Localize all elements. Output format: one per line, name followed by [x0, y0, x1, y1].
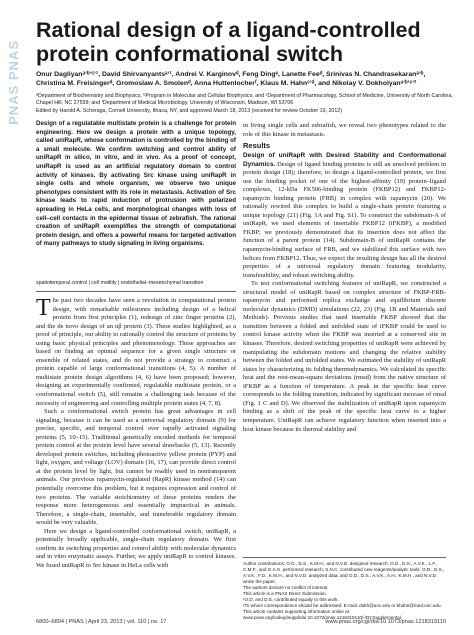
results-paragraph-2: To test conformational switching features of uniRapR, we constructed a structural model of uniRapR based on complex structure of FKBP-FRB-rapamycin and performed replica exchange and equilibrium discrete molecular dynamics (DMD) simulations (22, 23) (Fig. 1B and Materials and Methods). Previous studies that used insertable FKBP showed that the transition between a folded and unfolded state of iFKBP could be used to control kinase activity when the FKBP was inserted at a conserved site in kinases. Therefore, desired switching properties of uniRapR were achieved by manipulating the subdomain motions and changing the relative stability between the folded and unfolded states. We estimated the stability of uniRapR states by characterizing its folding thermodynamics. We calculated its specific heat and the root-mean-square deviations (rmsd) from the native structure of iFKBP as a function of temperature. A peak in the specific heat curve corresponds to the folding transition, indicated by significant increase of rmsd (Fig. 1 C and D). We observed the stabilization of uniRapR upon rapamycin binding as a shift of the peak of the specific heat curve to a higher temperature. UniRapR can achieve regulatory function when inserted into a host kinase because its thermal stability and: [243, 280, 446, 433]
intro-paragraph-3: Here we design a ligand-controlled conformational switch, uniRapR, a potentially broadly applicable, single-chain regulatory domain. We first confirm its switching properties and control ability with molecular dynamics and in vitro enzymatic assays. Further, we apply uniRapR to control kinases. We fused uniRapR to Src kinase in HeLa cells with: [36, 527, 236, 569]
introduction-text: [36, 297, 236, 571]
footnote-divider: [243, 557, 446, 558]
footnotes: [243, 561, 446, 621]
page-footer-citation: 6800–6804 | PNAS | April 23, 2013 | vol. 110 | no. 17: [36, 619, 167, 625]
footnote-submission: This article is a PNAS Direct Submission.: [243, 591, 327, 597]
journal-side-mark: PNAS PNAS: [6, 40, 21, 125]
results-text: [243, 152, 446, 434]
results-paragraph-1: Design of uniRapR with Desired Stability and Conformational Dynamics. Design of ligand binding proteins is still an unsolved problem in protein design (18); therefore, to design a ligand-controlled protein, we first use the binding pocket of one of the highest-affinity (19) protein–ligand complexes, 12-kDa FK506-binding protein (FKBP12) and FKBP12-rapamycin binding protein (FRB) in complex with rapamycin (20). We rationally rewired this complex to build a single-chain protein featuring a unique topology (21) (Fig. 1A and Fig. S1). To construct the subdomain-A of uniRapR, we used elements of insertable FKBP12 (iFKBP), a modified FKBP; we previously demonstrated that its insertion does not affect the function of a parent protein (14). Subdomain-B of uniRapR contains the rapamycin-binding surface of FRB, and we stabilized this surface with two helices from FKBP12. Thus, we expect the resulting design has all the desired properties of a universal regulatory domain featuring modularity, transferability, and robust switching ability.: [243, 152, 446, 279]
keywords-divider: [36, 291, 236, 292]
drop-cap: T: [36, 295, 51, 321]
results-heading: Results: [243, 141, 271, 150]
results-subheading: Design of uniRapR with Desired Stability and Conformational Dynamics.: [243, 152, 446, 168]
keywords: spatiotemporal control | cell motility | endothelial–mesenchymal transition: [36, 280, 204, 286]
footnote-correspondence: ²To whom correspondence should be addressed. E-mail: dokh@unc.edu or khahn@med.unc.edu.: [243, 603, 442, 609]
affiliations: ᵃDepartment of Biochemistry and Biophysics, ᵇProgram in Molecular and Cellular Biophysics, and ᶜDepartment of Pharmacology, School of Medicine, University of North Carolina, Chapel Hill, NC 27599; and ᶠDepartment of Medical Microbiology, University of Wisconsin, Madison, WI 53706: [36, 93, 453, 106]
edited-by-line: Edited by Harold A. Scheraga, Cornell University, Ithaca, NY, and approved March 18, 2013 (received for review October 19, 2012): [36, 108, 343, 114]
paper-title: Rational design of a ligand-controlled protein conformational switch: [36, 18, 421, 66]
right-column-continuation: in living single cells and zebrafish, we reveal two phenotypes related to the role of this kinase in metastasis.: [243, 122, 446, 138]
intro-paragraph-2: Such a conformational switch protein has great advantages in cell signaling, because it can be used as a universal regulatory domain (9) for precise, specific, and temporal control over rapidly activated signaling proteins (5, 10–15). Traditional genetically encoded methods for temporal protein control at the protein level have several drawbacks (5, 13). Recently developed protein switches, including photoactive yellow protein (PYP) and light, oxygen, and voltage (LOV) domain (16, 17), can provide direct control at the protein level by light, but cannot be readily used in nontransparent animals. Our previous rapamycin-regulated (RapR) kinase method (14) can potentially overcome this problem, but it requires expression and control of two proteins. The variable stoichiometry of these proteins renders the response more heterogeneous and essentially impractical in animals. Therefore, a single-chain, insertable, and transferable regulatory domain would be very valuable.: [36, 408, 236, 527]
author-list: Onur Dagliyanᵃʼᵇʼᶜʼ¹, David Shirvanyantsᵃʼ¹, Andrei V. Karginovᵈ, Feng Dingᵉ, Lanette Feeᵈ, Srinivas N. Chandrasekaranᵃʼᵇ, Christina M. Freisingerᵈ, Gromoslaw A. Smolenᵈ, Anna Huttenlocherᶠ, Klaus M. Hahnᶜʼᵈ, and Nikolay V. Dokholyanᵃʼᵇʼᶜʼ²: [36, 71, 426, 87]
footnote-contributions: Author contributions: O.D., D.S., K.M.H., and N.V.D. designed research; O.D., D.S., A.V.K., L.F., C.M.F., and G.A.S. performed research; S.N.C. contributed new reagents/analytic tools; O.D., D.S., A.V.K., F.D., K.M.H., and N.V.D. analyzed data; and O.D., D.S., A.V.K., A.H., K.M.H., and N.V.D. wrote the paper.: [243, 561, 445, 585]
footnote-supporting-info: This article contains supporting information online at www.pnas.org/lookup/suppl/doi:10.1073/pnas.1218319110/-/DCSupplemental.: [243, 609, 403, 621]
page-footer-doi[interactable]: www.pnas.org/cgi/doi/10.1073/pnas.1218319110: [325, 619, 446, 625]
footnote-equal-contribution: ¹O.D. and D.S. contributed equally to this work.: [243, 597, 339, 603]
footnote-conflict: The authors declare no conflict of interest.: [243, 585, 329, 591]
abstract: Design of a regulatable multistate protein is a challenge for protein engineering. Here we design a protein with a unique topology, called uniRapR, whose conformation is controlled by the binding of a small molecule. We confirm switching and control ability of uniRapR in silico, in vitro, and in vivo. As a proof of concept, uniRapR is used as an artificial regulatory domain to control activity of kinases. By activating Src kinase using uniRapR in single cells and whole organism, we observe two unique phenotypes consistent with its role in metastasis. Activation of Src kinase leads to rapid induction of protrusion with polarized spreading in HeLa cells, and morphological changes with loss of cell–cell contacts in the epidermal tissue of zebrafish. The rational creation of uniRapR exemplifies the strength of computational protein design, and offers a powerful means for targeted activation of many pathways to study signaling in living organisms.: [36, 120, 236, 248]
intro-paragraph-1: The past two decades have seen a revolution in computational protein design, with remarkable milestones including design of a helical protein from first principles (1), redesign of zinc finger proteins (2), and the de novo design of an αβ protein (3). These studies highlighted, as a proof of principle, our ability to rationally control the structure of proteins by using basic physical principles and phenomenology. These approaches are based on finding an optimal sequence for a given single structure or ensemble of related states, and do not provide a strategy to construct a protein capable of large conformational transitions (4, 5). A number of multistate protein design algorithms (4, 6) have been proposed; however, designing an experimentally confirmed, regulatable multistate protein, or a conformational switch (5), still remains a challenging task because of the necessity of engineering and controlling multiple protein states (4, 7, 8).: [36, 295, 236, 407]
